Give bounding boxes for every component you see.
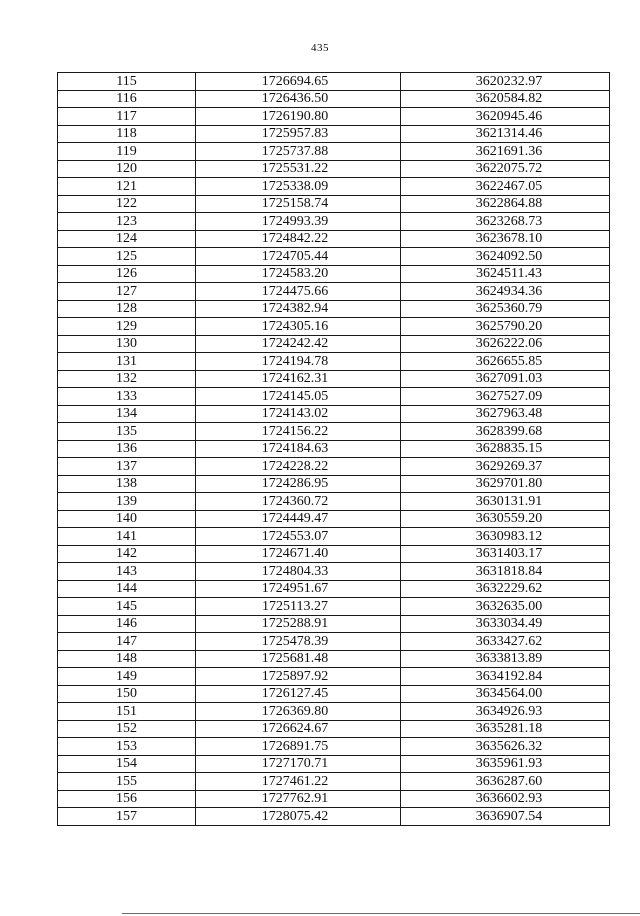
table-row xyxy=(58,90,610,108)
x-coordinate-cell: 1724228.22 xyxy=(196,458,401,476)
point-number-cell: 154 xyxy=(58,755,196,773)
point-number-cell: 156 xyxy=(58,790,196,808)
table-row xyxy=(58,388,610,406)
x-coordinate-cell: 1724305.16 xyxy=(196,318,401,336)
x-coordinate-cell: 1724194.78 xyxy=(196,353,401,371)
table-row xyxy=(58,265,610,283)
y-coordinate-cell: 3630131.91 xyxy=(401,493,610,511)
x-coordinate-cell: 1724993.39 xyxy=(196,213,401,231)
point-number-cell: 131 xyxy=(58,353,196,371)
point-number-cell: 142 xyxy=(58,545,196,563)
point-number-cell: 140 xyxy=(58,510,196,528)
y-coordinate-cell: 3636907.54 xyxy=(401,808,610,826)
y-coordinate-cell: 3627963.48 xyxy=(401,405,610,423)
y-coordinate-cell: 3623268.73 xyxy=(401,213,610,231)
x-coordinate-cell: 1724143.02 xyxy=(196,405,401,423)
y-coordinate-cell: 3633427.62 xyxy=(401,633,610,651)
point-number-cell: 155 xyxy=(58,773,196,791)
page-number: 435 xyxy=(311,42,329,54)
y-coordinate-cell: 3631818.84 xyxy=(401,563,610,581)
x-coordinate-cell: 1724162.31 xyxy=(196,370,401,388)
table-row xyxy=(58,73,610,91)
table-row xyxy=(58,773,610,791)
point-number-cell: 146 xyxy=(58,615,196,633)
table-row xyxy=(58,440,610,458)
x-coordinate-cell: 1727762.91 xyxy=(196,790,401,808)
y-coordinate-cell: 3634192.84 xyxy=(401,668,610,686)
y-coordinate-cell: 3620584.82 xyxy=(401,90,610,108)
x-coordinate-cell: 1724951.67 xyxy=(196,580,401,598)
point-number-cell: 137 xyxy=(58,458,196,476)
x-coordinate-cell: 1726694.65 xyxy=(196,73,401,91)
table-row xyxy=(58,563,610,581)
table-row xyxy=(58,598,610,616)
y-coordinate-cell: 3629701.80 xyxy=(401,475,610,493)
y-coordinate-cell: 3621314.46 xyxy=(401,125,610,143)
y-coordinate-cell: 3636287.60 xyxy=(401,773,610,791)
coordinates-table-container xyxy=(57,72,609,826)
table-row xyxy=(58,353,610,371)
x-coordinate-cell: 1724242.42 xyxy=(196,335,401,353)
y-coordinate-cell: 3635626.32 xyxy=(401,738,610,756)
x-coordinate-cell: 1726369.80 xyxy=(196,703,401,721)
table-row xyxy=(58,545,610,563)
x-coordinate-cell: 1726127.45 xyxy=(196,685,401,703)
x-coordinate-cell: 1724475.66 xyxy=(196,283,401,301)
table-row xyxy=(58,808,610,826)
y-coordinate-cell: 3626222.06 xyxy=(401,335,610,353)
table-row xyxy=(58,283,610,301)
point-number-cell: 138 xyxy=(58,475,196,493)
table-row xyxy=(58,790,610,808)
y-coordinate-cell: 3634564.00 xyxy=(401,685,610,703)
point-number-cell: 126 xyxy=(58,265,196,283)
point-number-cell: 120 xyxy=(58,160,196,178)
table-row xyxy=(58,493,610,511)
table-row xyxy=(58,370,610,388)
y-coordinate-cell: 3624934.36 xyxy=(401,283,610,301)
table-row xyxy=(58,125,610,143)
y-coordinate-cell: 3624092.50 xyxy=(401,248,610,266)
table-row xyxy=(58,580,610,598)
y-coordinate-cell: 3630559.20 xyxy=(401,510,610,528)
y-coordinate-cell: 3620232.97 xyxy=(401,73,610,91)
x-coordinate-cell: 1724286.95 xyxy=(196,475,401,493)
table-row xyxy=(58,755,610,773)
point-number-cell: 130 xyxy=(58,335,196,353)
point-number-cell: 115 xyxy=(58,73,196,91)
x-coordinate-cell: 1725288.91 xyxy=(196,615,401,633)
x-coordinate-cell: 1725478.39 xyxy=(196,633,401,651)
x-coordinate-cell: 1724842.22 xyxy=(196,230,401,248)
x-coordinate-cell: 1724671.40 xyxy=(196,545,401,563)
table-row xyxy=(58,143,610,161)
x-coordinate-cell: 1724382.94 xyxy=(196,300,401,318)
y-coordinate-cell: 3631403.17 xyxy=(401,545,610,563)
table-row xyxy=(58,475,610,493)
table-row xyxy=(58,195,610,213)
point-number-cell: 144 xyxy=(58,580,196,598)
x-coordinate-cell: 1725158.74 xyxy=(196,195,401,213)
point-number-cell: 152 xyxy=(58,720,196,738)
x-coordinate-cell: 1724705.44 xyxy=(196,248,401,266)
x-coordinate-cell: 1724360.72 xyxy=(196,493,401,511)
point-number-cell: 141 xyxy=(58,528,196,546)
x-coordinate-cell: 1724553.07 xyxy=(196,528,401,546)
point-number-cell: 139 xyxy=(58,493,196,511)
y-coordinate-cell: 3622467.05 xyxy=(401,178,610,196)
x-coordinate-cell: 1724583.20 xyxy=(196,265,401,283)
y-coordinate-cell: 3628399.68 xyxy=(401,423,610,441)
y-coordinate-cell: 3636602.93 xyxy=(401,790,610,808)
y-coordinate-cell: 3633813.89 xyxy=(401,650,610,668)
table-row xyxy=(58,615,610,633)
x-coordinate-cell: 1726190.80 xyxy=(196,108,401,126)
y-coordinate-cell: 3626655.85 xyxy=(401,353,610,371)
point-number-cell: 134 xyxy=(58,405,196,423)
x-coordinate-cell: 1727170.71 xyxy=(196,755,401,773)
x-coordinate-cell: 1728075.42 xyxy=(196,808,401,826)
table-row xyxy=(58,230,610,248)
point-number-cell: 124 xyxy=(58,230,196,248)
table-row xyxy=(58,108,610,126)
table-row xyxy=(58,633,610,651)
x-coordinate-cell: 1725897.92 xyxy=(196,668,401,686)
table-row xyxy=(58,458,610,476)
y-coordinate-cell: 3625360.79 xyxy=(401,300,610,318)
table-row xyxy=(58,213,610,231)
table-row xyxy=(58,685,610,703)
x-coordinate-cell: 1726624.67 xyxy=(196,720,401,738)
x-coordinate-cell: 1725737.88 xyxy=(196,143,401,161)
point-number-cell: 147 xyxy=(58,633,196,651)
y-coordinate-cell: 3625790.20 xyxy=(401,318,610,336)
point-number-cell: 148 xyxy=(58,650,196,668)
table-row xyxy=(58,528,610,546)
table-row xyxy=(58,405,610,423)
point-number-cell: 145 xyxy=(58,598,196,616)
point-number-cell: 153 xyxy=(58,738,196,756)
point-number-cell: 118 xyxy=(58,125,196,143)
y-coordinate-cell: 3632635.00 xyxy=(401,598,610,616)
y-coordinate-cell: 3622864.88 xyxy=(401,195,610,213)
y-coordinate-cell: 3635961.93 xyxy=(401,755,610,773)
point-number-cell: 129 xyxy=(58,318,196,336)
x-coordinate-cell: 1724449.47 xyxy=(196,510,401,528)
table-row xyxy=(58,738,610,756)
point-number-cell: 128 xyxy=(58,300,196,318)
y-coordinate-cell: 3632229.62 xyxy=(401,580,610,598)
x-coordinate-cell: 1726436.50 xyxy=(196,90,401,108)
table-row xyxy=(58,248,610,266)
point-number-cell: 127 xyxy=(58,283,196,301)
x-coordinate-cell: 1724804.33 xyxy=(196,563,401,581)
point-number-cell: 117 xyxy=(58,108,196,126)
table-row xyxy=(58,668,610,686)
point-number-cell: 116 xyxy=(58,90,196,108)
y-coordinate-cell: 3621691.36 xyxy=(401,143,610,161)
x-coordinate-cell: 1727461.22 xyxy=(196,773,401,791)
y-coordinate-cell: 3628835.15 xyxy=(401,440,610,458)
coordinates-table-body xyxy=(58,73,610,826)
point-number-cell: 125 xyxy=(58,248,196,266)
point-number-cell: 143 xyxy=(58,563,196,581)
x-coordinate-cell: 1725338.09 xyxy=(196,178,401,196)
y-coordinate-cell: 3633034.49 xyxy=(401,615,610,633)
table-row xyxy=(58,300,610,318)
point-number-cell: 122 xyxy=(58,195,196,213)
table-row xyxy=(58,650,610,668)
point-number-cell: 150 xyxy=(58,685,196,703)
x-coordinate-cell: 1724184.63 xyxy=(196,440,401,458)
table-row xyxy=(58,335,610,353)
y-coordinate-cell: 3620945.46 xyxy=(401,108,610,126)
page-bottom-edge-line xyxy=(122,913,640,914)
y-coordinate-cell: 3629269.37 xyxy=(401,458,610,476)
y-coordinate-cell: 3627527.09 xyxy=(401,388,610,406)
point-number-cell: 119 xyxy=(58,143,196,161)
point-number-cell: 136 xyxy=(58,440,196,458)
point-number-cell: 135 xyxy=(58,423,196,441)
y-coordinate-cell: 3627091.03 xyxy=(401,370,610,388)
x-coordinate-cell: 1725113.27 xyxy=(196,598,401,616)
point-number-cell: 151 xyxy=(58,703,196,721)
y-coordinate-cell: 3622075.72 xyxy=(401,160,610,178)
y-coordinate-cell: 3624511.43 xyxy=(401,265,610,283)
x-coordinate-cell: 1725681.48 xyxy=(196,650,401,668)
table-row xyxy=(58,318,610,336)
point-number-cell: 133 xyxy=(58,388,196,406)
y-coordinate-cell: 3630983.12 xyxy=(401,528,610,546)
x-coordinate-cell: 1725531.22 xyxy=(196,160,401,178)
x-coordinate-cell: 1724145.05 xyxy=(196,388,401,406)
x-coordinate-cell: 1724156.22 xyxy=(196,423,401,441)
x-coordinate-cell: 1725957.83 xyxy=(196,125,401,143)
y-coordinate-cell: 3634926.93 xyxy=(401,703,610,721)
table-row xyxy=(58,423,610,441)
point-number-cell: 132 xyxy=(58,370,196,388)
table-row xyxy=(58,160,610,178)
point-number-cell: 121 xyxy=(58,178,196,196)
table-row xyxy=(58,178,610,196)
point-number-cell: 157 xyxy=(58,808,196,826)
table-row xyxy=(58,510,610,528)
point-number-cell: 123 xyxy=(58,213,196,231)
table-row xyxy=(58,703,610,721)
coordinates-table xyxy=(57,72,610,826)
y-coordinate-cell: 3623678.10 xyxy=(401,230,610,248)
table-row xyxy=(58,720,610,738)
x-coordinate-cell: 1726891.75 xyxy=(196,738,401,756)
point-number-cell: 149 xyxy=(58,668,196,686)
y-coordinate-cell: 3635281.18 xyxy=(401,720,610,738)
